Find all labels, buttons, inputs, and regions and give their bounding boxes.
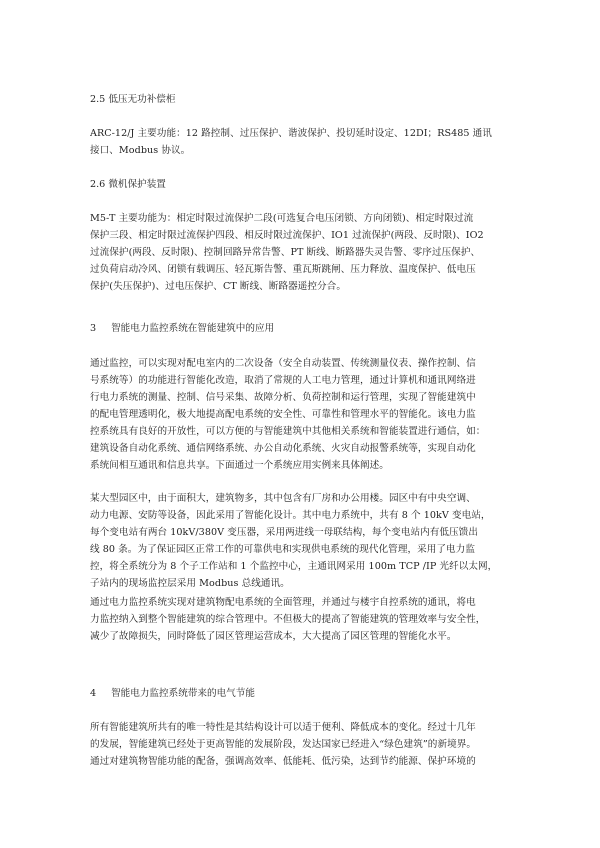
paragraph-line: 通过对建筑物智能功能的配备，强调高效率、低能耗、低污染，达到节约能源、保护环境的 xyxy=(90,756,476,767)
paragraph-line: 通过监控，可以实现对配电室内的二次设备（安全自动装置、传统测量仪表、操作控制、信 xyxy=(90,358,476,369)
paragraph-line: 所有智能建筑所共有的唯一特性是其结构设计可以适于便利、降低成本的变化。经过十几年 xyxy=(90,722,476,733)
section-number: 3 xyxy=(90,323,97,334)
section-title: 低压无功补偿柜 xyxy=(108,94,176,105)
paragraph-line: 动力电源、安防等设备，因此采用了智能化设计。其中电力系统中，共有 8 个 10kV 变电站， xyxy=(90,510,491,521)
section-3-paragraph-3 xyxy=(90,594,514,645)
section-number: 2.6 xyxy=(90,179,106,190)
paragraph-line: 过流保护(两段、反时限)、控制回路异常告警、PT 断线、断路器失灵告警、零序过压保护、 xyxy=(90,247,481,258)
paragraph-line: 系统间相互通讯和信息共享。下面通过一个系统应用实例来具体阐述。 xyxy=(90,460,389,471)
section-3-paragraph-2 xyxy=(90,490,514,592)
section-heading-2-6 xyxy=(90,176,514,193)
paragraph-line: 保护三段、相定时限过流保护四段、相反时限过流保护、IO1 过流保护(两段、反时限)、IO2 xyxy=(90,230,484,241)
section-heading-3 xyxy=(90,320,514,337)
section-4-body xyxy=(90,719,514,770)
section-title: 智能电力监控系统在智能建筑中的应用 xyxy=(111,323,275,334)
paragraph-line: 过负荷启动冷风、闭锁有载调压、轻瓦斯告警、重瓦斯跳闸、压力释放、温度保护、低电压 xyxy=(90,264,476,275)
section-2-6-body xyxy=(90,210,514,295)
paragraph-line: 保护(失压保护)、过电压保护、CT 断线、断路器遥控分合。 xyxy=(90,281,346,292)
paragraph-line: ARC-12/J 主要功能：12 路控制、过压保护、谐波保护、投切延时设定、12DI；RS485 通讯 xyxy=(90,128,492,139)
paragraph-line: 控系统具有良好的开放性，可以方便的与智能建筑中其他相关系统和智能装置进行通信，如： xyxy=(90,426,486,437)
paragraph-line: 线 80 条。为了保证园区正常工作的可靠供电和实现供电系统的现代化管理，采用了电力监 xyxy=(90,544,475,555)
section-number: 4 xyxy=(90,688,97,699)
section-heading-2-5 xyxy=(90,91,514,108)
paragraph-line: 建筑设备自动化系统、通信网络系统、办公自动化系统、火灾自动报警系统等，实现自动化 xyxy=(90,443,476,454)
paragraph-line: 通过电力监控系统实现对建筑物配电系统的全面管理，并通过与楼宇自控系统的通讯，将电 xyxy=(90,597,476,608)
section-title: 微机保护装置 xyxy=(108,179,166,190)
paragraph-line: 减少了故障损失，同时降低了园区管理运营成本，大大提高了园区管理的智能化水平。 xyxy=(90,631,457,642)
paragraph-line: 的配电管理透明化，极大地提高配电系统的安全性、可靠性和管理水平的智能化。该电力监 xyxy=(90,409,476,420)
paragraph-line: 某大型园区中，由于面积大，建筑物多，其中包含有厂房和办公用楼。园区中有中央空调、 xyxy=(90,493,476,504)
paragraph-line: 行电力系统的测量、控制、信号采集、故障分析、负荷控制和运行管理，实现了智能建筑中 xyxy=(90,392,476,403)
paragraph-line: 每个变电站有两台 10kV/380V 变压器，采用两进线一母联结构，每个变电站内有低压馈出 xyxy=(90,527,478,538)
section-2-5-body xyxy=(90,125,514,159)
paragraph-line: 号系统等）的功能进行智能化改造，取消了常规的人工电力管理，通过计算机和通讯网络进 xyxy=(90,375,476,386)
section-number: 2.5 xyxy=(90,94,106,105)
paragraph-line: 的发展，智能建筑已经处于更高智能的发展阶段，发达国家已经进入“绿色建筑”的新境界。 xyxy=(90,739,477,750)
paragraph-line: 接口、Modbus 协议。 xyxy=(90,145,191,156)
section-title: 智能电力监控系统带来的电气节能 xyxy=(111,688,255,699)
paragraph-line: M5-T 主要功能为：相定时限过流保护二段(可选复合电压闭锁、方向闭锁)、相定时限过流 xyxy=(90,213,474,224)
paragraph-line: 子站内的现场监控层采用 Modbus 总线通讯。 xyxy=(90,578,290,589)
section-3-paragraph-1 xyxy=(90,355,514,474)
paragraph-line: 力监控纳入到整个智能建筑的综合管理中。不但极大的提高了智能建筑的管理效率与安全性， xyxy=(90,614,486,625)
paragraph-line: 控，将全系统分为 8 个子工作站和 1 个监控中心，主通讯网采用 100m TCP /IP 光纤以太网， xyxy=(90,561,498,572)
section-heading-4 xyxy=(90,685,514,702)
